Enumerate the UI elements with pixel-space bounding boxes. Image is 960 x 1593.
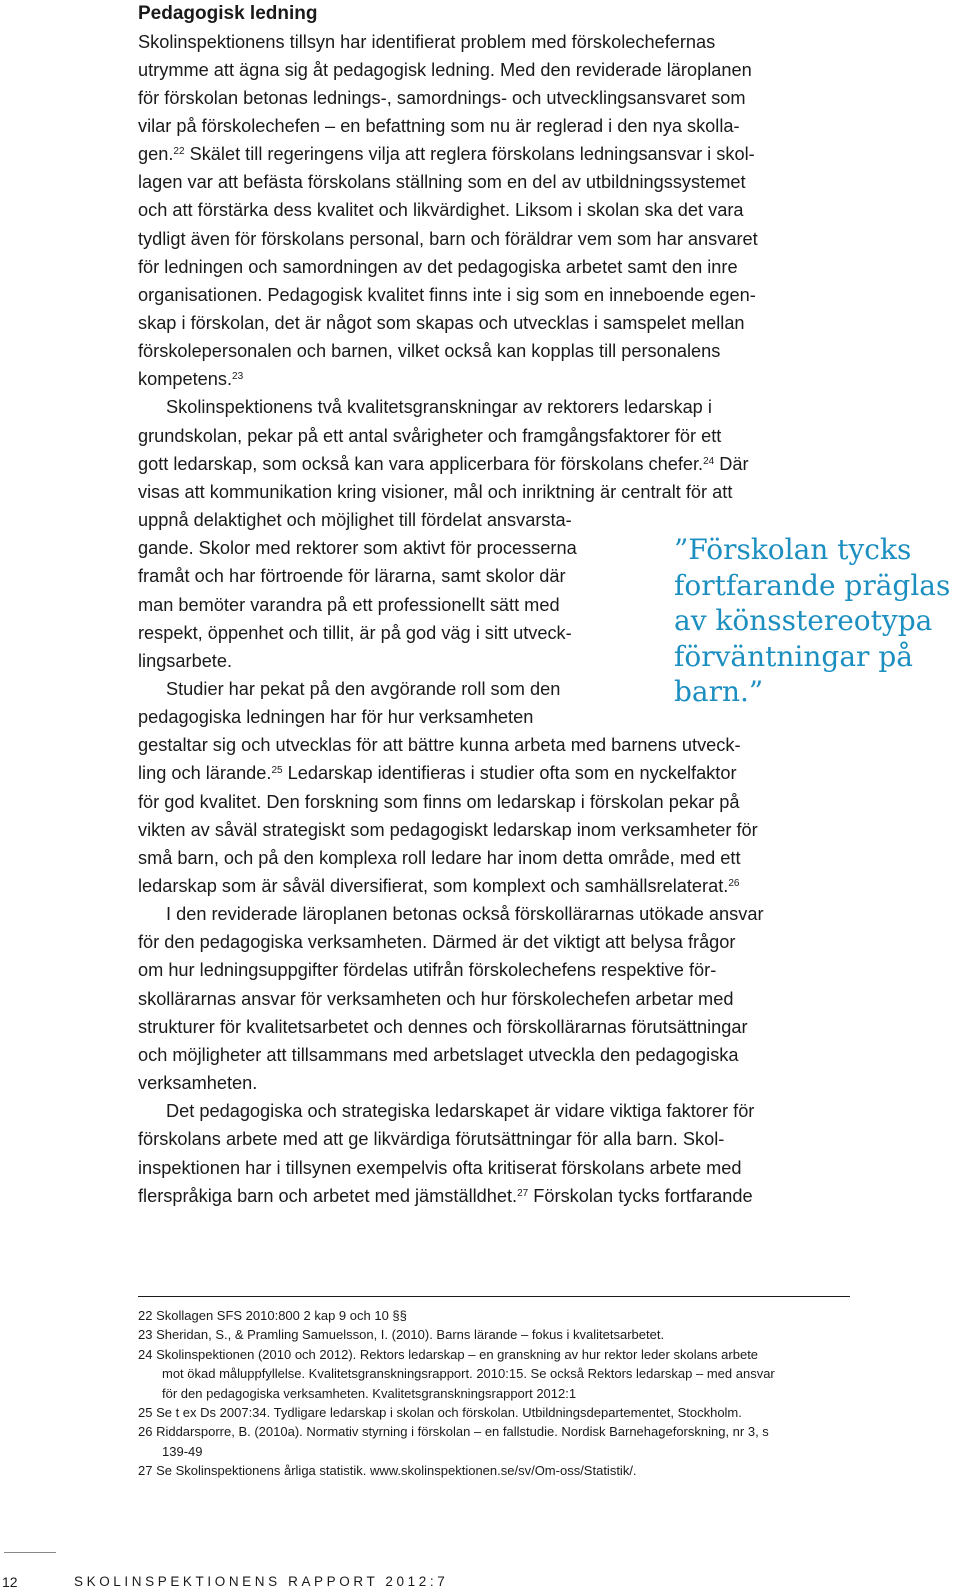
body-text-segment: lagen var att befästa förskolans ställning som en del av utbildningssystemet [138,172,746,193]
body-line [138,1069,257,1097]
body-line [138,506,572,534]
footnote-reference: 23 [232,371,244,383]
body-line [138,112,740,140]
body-text-segment: visas att kommunikation kring visioner, mål och inriktning är centralt för att [138,481,733,502]
body-line [138,844,741,872]
body-text-segment: Förskolan tycks fortfarande [528,1185,753,1206]
footnote: 27 Se Skolinspektionens årliga statistik. www.skolinspektionen.se/sv/Om-oss/Statistik/. [138,1463,637,1479]
body-line [138,619,572,647]
body-text-segment: lingsarbete. [138,650,233,671]
body-line [166,675,560,703]
body-text-segment: ledarskap som är såväl diversifierat, som komplext och samhällsrelaterat. [138,876,729,896]
pull-quote-line: fortfarande präglas [674,568,951,602]
body-text-segment: Det pedagogiska och strategiska ledarskapet är vidare viktiga faktorer för [166,1101,755,1122]
body-text-segment: Skolinspektionens tillsyn har identifierat problem med förskolechefernas [138,31,716,52]
body-line [138,731,741,759]
body-text-segment: Skälet till regeringens vilja att reglera förskolans ledningsansvar i skol- [184,144,755,165]
body-text-segment: organisationen. Pedagogisk kvalitet finns inte i sig som en inneboende egen- [138,284,756,305]
body-text-segment: gott ledarskap, som också kan vara applicerbara för förskolans chefer. [138,453,704,474]
footer-rule [4,1552,56,1553]
footnote-reference: 22 [173,146,185,158]
footnote: mot ökad måluppfyllelse. Kvalitetsgranskningsrapport. 2010:15. Se också Rektors ledarskap – med ansvar [162,1366,775,1382]
body-text-segment: och möjligheter att tillsammans med arbetslaget utveckla den pedagogiska [138,1044,739,1065]
footnote: 24 Skolinspektionen (2010 och 2012). Rektors ledarskap – en granskning av hur rektor leder skolans arbete [138,1346,759,1362]
body-text-segment: förskolans arbete med att ge likvärdiga förutsättningar för alla barn. Skol- [138,1129,725,1150]
body-text-segment: vilar på förskolechefen – en befattning som nu är reglerad i den nya skolla- [138,115,740,136]
body-line [138,84,746,112]
body-line [138,534,577,562]
body-line [138,309,745,337]
body-text-segment: framåt och har förtroende för lärarna, samt skolor där [138,566,566,587]
footnote: 25 Se t ex Ds 2007:34. Tydligare ledarskap i skolan och förskolan. Utbildningsdepartementet, Stockholm. [138,1405,742,1420]
body-text-segment: Ledarskap identifieras i studier ofta som en nyckelfaktor [282,763,737,784]
body-text-segment: verksamheten. [138,1073,258,1094]
body-line [138,140,755,168]
body-line [138,1182,753,1210]
footnote: 139-49 [162,1443,203,1459]
body-text-segment: man bemöter varandra på ett professionellt sätt med [138,594,560,615]
body-line [138,816,758,844]
pull-quote-line: ”Förskolan tycks [674,533,912,566]
body-line [138,168,746,196]
footnote: för den pedagogiska verksamheten. Kvalitetsgranskningsrapport 2012:1 [162,1385,577,1401]
body-line [138,1013,748,1041]
body-line [166,900,764,928]
body-line [138,422,721,450]
pull-quote [674,532,960,710]
body-text-segment: flerspråkiga barn och arbetet med jämställdhet. [138,1185,518,1206]
body-line [138,647,232,675]
body-line [138,1125,724,1153]
body-line [138,28,715,56]
body-text-segment: inspektionen har i tillsynen exempelvis ofta kritiserat förskolans arbete med [138,1157,742,1178]
body-text-segment: Där [714,453,749,474]
body-line [138,1154,742,1182]
body-line [138,196,744,224]
body-text-segment: uppnå delaktighet och möjlighet till fördelat ansvarsta- [138,510,572,531]
body-text-segment: om hur ledningsuppgifter fördelas utifrån förskolechefens respektive för- [138,960,717,981]
body-line [138,1041,739,1069]
body-text-segment: för den pedagogiska verksamheten. Därmed är det viktigt att belysa frågor [138,932,736,953]
footnote: 23 Sheridan, S., & Pramling Samuelsson, I. (2010). Barns lärande – fokus i kvalitetsarbetet. [138,1327,665,1343]
pull-quote-line: barn.” [674,675,764,708]
footnote-reference: 24 [703,455,715,467]
report-title: SKOLINSPEKTIONENS RAPPORT 2012:7 [74,1574,449,1589]
body-line [138,703,533,731]
body-line [138,956,716,984]
body-line [138,337,720,365]
body-text-segment: gande. Skolor med rektorer som aktivt för processerna [138,538,577,559]
body-text-segment: Studier har pekat på den avgörande roll som den [166,678,561,699]
body-text-segment: för förskolan betonas lednings-, samordnings- och utvecklingsansvaret som [138,87,746,108]
pull-quote-line: förväntningar på [674,639,913,673]
footnote-reference: 25 [271,765,283,777]
body-line [138,562,566,590]
footnote: 26 Riddarsporre, B. (2010a). Normativ styrning i förskolan – en fallstudie. Nordisk Barnehageforskning, nr 3, s [138,1424,769,1440]
body-text-segment: utrymme att ägna sig åt pedagogisk ledning. Med den reviderade läroplanen [138,59,752,80]
body-line [138,759,737,787]
body-text-segment: strukturer för kvalitetsarbetet och dennes och förskollärarnas förutsättningar [138,1016,748,1037]
body-line [138,253,738,281]
body-line [138,365,243,393]
section-heading: Pedagogisk ledning [138,3,318,24]
body-text-segment: och att förstärka dess kvalitet och likvärdighet. Liksom i skolan ska det vara [138,200,744,221]
body-text-segment: kompetens. [138,369,233,390]
pull-quote-line: av könsstereotypa [674,604,933,637]
footnote-reference: 27 [517,1187,529,1199]
body-text-segment: gestaltar sig och utvecklas för att bättre kunna arbeta med barnens utveck- [138,735,741,756]
body-text-segment: pedagogiska ledningen har för hur verksamheten [138,707,534,728]
body-line [138,872,739,900]
body-line [138,478,732,506]
body-text-segment: grundskolan, pekar på ett antal svårigheter och framgångsfaktorer för ett [138,425,722,446]
body-line [138,225,758,253]
body-line [138,928,735,956]
body-line [138,591,560,619]
body-text-segment: ling och lärande. [138,763,272,784]
body-text-segment: för god kvalitet. Den forskning som finns om ledarskap i förskolan pekar på [138,791,740,812]
body-line [138,450,749,478]
body-text-segment: för ledningen och samordningen av det pedagogiska arbetet samt den inre [138,256,738,277]
body-text-segment: vikten av såväl strategiskt som pedagogiskt ledarskap inom verksamheter för [138,819,758,840]
page-number: 12 [2,1574,18,1590]
body-line [138,281,756,309]
body-text-segment: Skolinspektionens två kvalitetsgranskningar av rektorers ledarskap i [166,397,712,418]
body-line [138,788,740,816]
footnote: 22 Skollagen SFS 2010:800 2 kap 9 och 10 §§ [138,1308,407,1323]
body-text-segment: små barn, och på den komplexa roll ledare har inom detta område, med ett [138,847,741,868]
body-line [138,985,733,1013]
body-text-segment: skollärarnas ansvar för verksamheten och hur förskolechefen arbetar med [138,988,734,1009]
body-line [166,1097,754,1125]
body-text-segment: gen. [138,144,174,165]
body-text-segment: skap i förskolan, det är något som skapas och utvecklas i samspelet mellan [138,313,745,333]
body-line [138,56,752,84]
body-text-segment: respekt, öppenhet och tillit, är på god väg i sitt utveck- [138,622,572,643]
body-text-segment: förskolepersonalen och barnen, vilket också kan kopplas till personalens [138,341,721,362]
footnote-reference: 26 [728,878,740,889]
body-text-segment: I den reviderade läroplanen betonas också förskollärarnas utökade ansvar [166,904,764,925]
body-line [166,393,712,421]
body-text-segment: tydligt även för förskolans personal, barn och föräldrar vem som har ansvaret [138,228,758,249]
footnote-divider [138,1296,850,1297]
